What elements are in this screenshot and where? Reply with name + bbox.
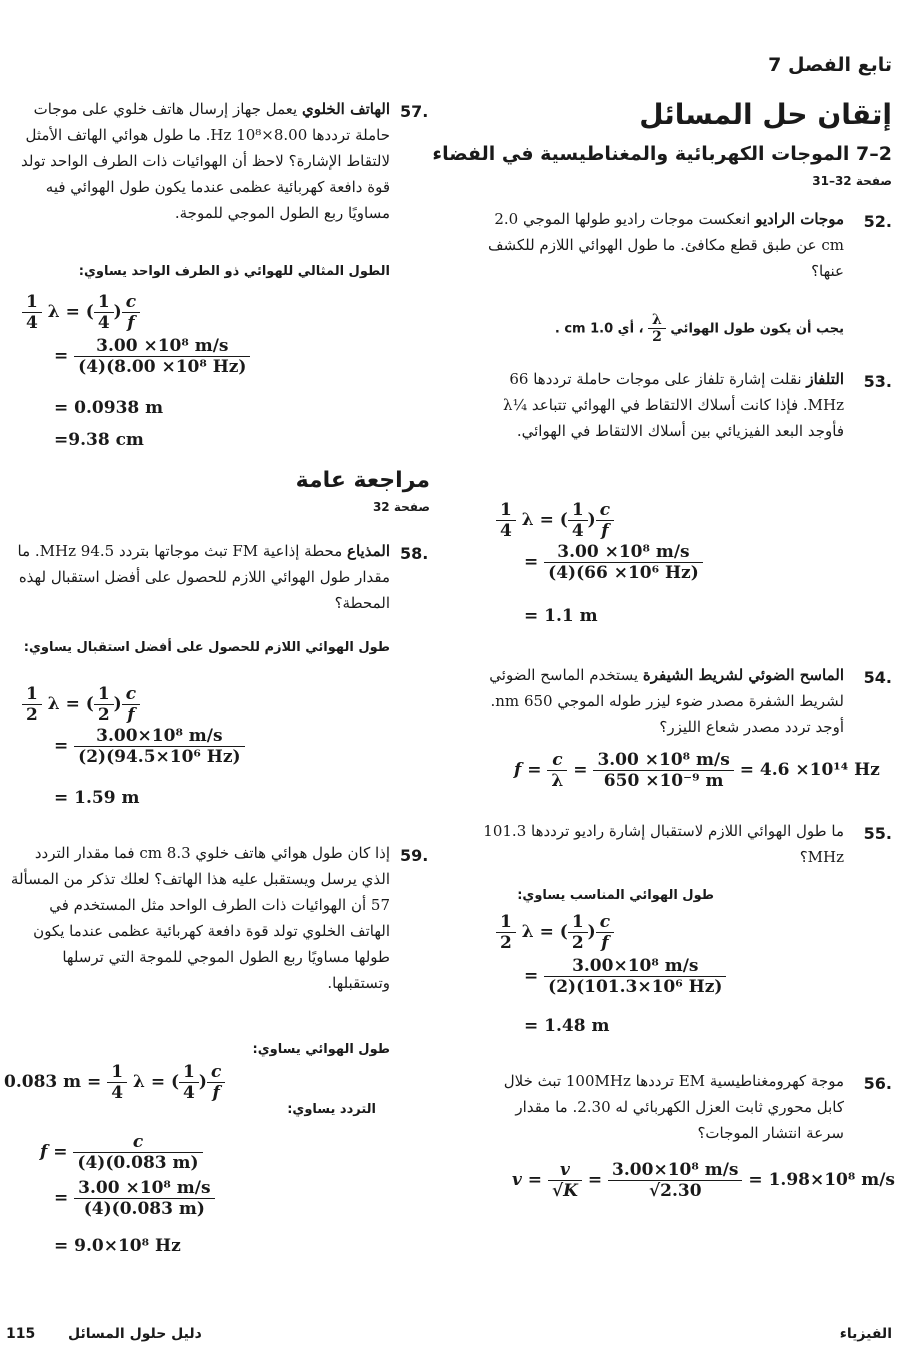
problem-53-substitution: = $\frac{\text{3.00 ×10⁸ m/s}}{\text{(4)(66 ×10⁶ Hz)}}$ [524, 542, 703, 583]
problem-57-result-2: =9.38 cm [54, 430, 144, 450]
review-page: صفحة 32 [372, 500, 430, 514]
page-title: إتقان حل المسائل [639, 98, 892, 131]
footer-subject: الفيزياء [839, 1326, 892, 1342]
problem-59-numerator: 3.00 ×10⁸ m/s [78, 1178, 211, 1198]
problem-55-text: ما طول الهوائي اللازم لاستقبال إشارة راديو ترددها 101.3 MHz؟ [483, 822, 844, 866]
problem-55-numerator: 3.00×10⁸ m/s [572, 956, 699, 976]
problem-55-number: .55 [863, 824, 892, 843]
problem-57-text [6, 96, 390, 226]
problem-56-number: .56 [863, 1074, 892, 1093]
problem-57-result-1: = 0.0938 m [54, 398, 164, 418]
problem-54-keyword: الماسح الضوئي لشريط الشيفرة [642, 666, 844, 684]
problem-57-denominator: (4)(8.00 ×10⁸ Hz) [74, 356, 250, 377]
problem-54-equation: f = $\frac{c}{\lambda}$ = $\frac{\text{3.00 ×10⁸ m/s}}{\text{650 ×10⁻⁹ m}}$ = 4.6 ×10¹⁴ Hz [514, 750, 880, 791]
problem-58-answer-label: طول الهوائي اللازم للحصول على أفضل استقبال يساوي: [23, 640, 390, 655]
problem-54-result: = 4.6 ×10¹⁴ Hz [739, 760, 880, 780]
problem-54-number: .54 [863, 668, 892, 687]
problem-52-answer-b: ، أي 1.0 cm . [554, 321, 644, 337]
problem-53-number: .53 [863, 372, 892, 391]
problem-59-result: = 9.0×10⁸ Hz [54, 1236, 181, 1256]
problem-57-equation: $\frac{1}{4}$ λ = ( $\frac{1}{4}$ ) $\frac{c}{f}$ [22, 292, 140, 333]
problem-52-keyword: موجات الراديو [755, 210, 844, 228]
problem-57-keyword: الهاتف الخلوي [301, 100, 390, 118]
section-pages: صفحة 32–31 [812, 174, 892, 188]
problem-59-equation: 0.083 m = $\frac{1}{4}$ λ = ( $\frac{1}{4}$ ) $\frac{c}{f}$ [4, 1062, 225, 1103]
problem-55-denominator: (2)(101.3×10⁶ Hz) [544, 976, 726, 997]
problem-54-denominator: 650 ×10⁻⁹ m [593, 770, 733, 791]
problem-56-numerator: 3.00×10⁸ m/s [612, 1160, 739, 1180]
problem-54-body: يستخدم الماسح الضوئي لشريط الشفرة مصدر ضوء ليزر طوله الموجي 650 nm. أوجد تردد مصدر شعاع الليزر؟ [489, 666, 844, 736]
problem-53-equation: $\frac{1}{4}$ λ = ( $\frac{1}{4}$ ) $\frac{c}{f}$ [496, 500, 614, 541]
problem-59-f-denominator: (4)(0.083 m) [73, 1152, 202, 1173]
problem-55-result: = 1.48 m [524, 1016, 610, 1036]
problem-59-eq-left: 0.083 m = [4, 1072, 102, 1092]
problem-57-body: يعمل جهاز إرسال هاتف خلوي على موجات حاملة ترددها 8.00×10⁸ Hz. ما طول هوائي الهاتف الأمثل لالتقاط الإشارة؟ لاحظ أن الهوائيات ذات الطرف الواحد تولد قوة دافعة كهربائية عظمى عندما يكون طول الهوائي فيه مساويًا ربع الطول الموجي للموجة. [21, 100, 390, 222]
problem-56-equation: v = $\frac{v}{√K}$ = $\frac{\text{3.00×10⁸ m/s}}{√2.30}$ = 1.98×10⁸ m/s [512, 1160, 896, 1201]
problem-56-text: موجة كهرومغناطيسية EM ترددها 100MHz تبث خلال كابل محوري ثابت العزل الكهربائي له 2.30. ما مقدار سرعة انتشار الموجات؟ [503, 1072, 844, 1142]
problem-58-result: = 1.59 m [54, 788, 140, 808]
problem-52-body: انعكست موجات راديو طولها الموجي 2.0 cm عن طبق قطع مكافئ. ما طول الهوائي اللازم للكشف عنها؟ [487, 210, 844, 280]
review-title: مراجعة عامة [295, 468, 430, 493]
problem-58-substitution: = $\frac{\text{3.00×10⁸ m/s}}{\text{(2)(94.5×10⁶ Hz)}}$ [54, 726, 245, 767]
problem-53-numerator: 3.00 ×10⁸ m/s [557, 542, 690, 562]
problem-59-number: .59 [400, 846, 429, 865]
problem-59-frequency-formula: f = $\frac{c}{(4)(0.083 m)}$ [40, 1132, 203, 1173]
problem-59-denominator: (4)(0.083 m) [74, 1198, 214, 1219]
problem-53-text [474, 366, 844, 444]
problem-56-result: = 1.98×10⁸ m/s [748, 1170, 896, 1190]
section-title: 2–7 الموجات الكهربائية والمغناطيسية في الفضاء [432, 143, 892, 165]
problem-52-answer [474, 312, 844, 345]
problem-58-body: محطة إذاعية FM تبث موجاتها بتردد 94.5 MHz. ما مقدار طول الهوائي اللازم للحصول على أفضل استقبال لهذه المحطة؟ [17, 542, 390, 612]
problem-53-body: نقلت إشارة تلفاز على موجات حاملة ترددها 66 MHz. فإذا كانت أسلاك الالتقاط في الهوائي تتباعد ¼λ فأوجد البعد الفيزيائي بين أسلاك الالتقاط في الهوائي. [503, 370, 844, 440]
problem-52-number: .52 [863, 212, 892, 231]
problem-55-substitution: = $\frac{\text{3.00×10⁸ m/s}}{\text{(2)(101.3×10⁶ Hz)}}$ [524, 956, 726, 997]
problem-58-keyword: المذياع [347, 542, 390, 560]
problem-59-text: إذا كان طول هوائي هاتف خلوي 8.3 cm فما مقدار التردد الذي يرسل ويستقبل عليه هذا الهاتف؟ لعلك تذكر من المسألة 57 أن الهوائيات ذات الطرف الواحد مثل المستخدم في الهاتف الخلوي تولد قوة دافعة كهربائية عظمى عندما يكون طولها مساويًا ربع الطول الموجي للموجة التي ترسلها وتستقبلها. [10, 844, 390, 992]
problem-58-denominator: (2)(94.5×10⁶ Hz) [74, 746, 244, 767]
footer-page-number: 115 [6, 1326, 36, 1342]
problem-54-numerator: 3.00 ×10⁸ m/s [597, 750, 730, 770]
chapter-label: تابع الفصل 7 [768, 54, 892, 76]
problem-53-keyword: التلفاز [806, 370, 844, 388]
problem-52-text [474, 206, 844, 284]
problem-57-answer-label: الطول المثالي للهوائي ذو الطرف الواحد يساوي: [78, 264, 390, 279]
problem-58-equation: $\frac{1}{2}$ λ = ( $\frac{1}{2}$ ) $\frac{c}{f}$ [22, 684, 140, 725]
problem-54-text [474, 662, 844, 740]
footer-guide: دليل حلول المسائل [68, 1326, 202, 1342]
problem-53-denominator: (4)(66 ×10⁶ Hz) [544, 562, 703, 583]
problem-55-answer-label: طول الهوائي المناسب يساوي: [517, 888, 714, 903]
problem-52-answer-a: يجب أن يكون طول الهوائي [670, 321, 844, 337]
problem-59-freq-label: التردد يساوي: [287, 1102, 376, 1117]
problem-57-numerator: 3.00 ×10⁸ m/s [96, 336, 229, 356]
problem-56-denominator: 2.30 [660, 1181, 702, 1201]
problem-59-answer-label: طول الهوائي يساوي: [252, 1042, 390, 1057]
problem-58-number: .58 [400, 544, 429, 563]
problem-57-substitution: = $\frac{\text{3.00 ×10⁸ m/s}}{\text{(4)(8.00 ×10⁸ Hz)}}$ [54, 336, 250, 377]
problem-55-equation: $\frac{1}{2}$ λ = ( $\frac{1}{2}$ ) $\frac{c}{f}$ [496, 912, 614, 953]
problem-58-text [6, 538, 390, 616]
problem-58-numerator: 3.00×10⁸ m/s [96, 726, 223, 746]
problem-59-substitution: = $\frac{\text{3.00 ×10⁸ m/s}}{(4)(0.083 m)}$ [54, 1178, 215, 1219]
lambda-over-2: $\frac{\lambda}{2}$ [648, 312, 666, 345]
problem-57-number: .57 [400, 102, 429, 121]
problem-53-result: = 1.1 m [524, 606, 598, 626]
